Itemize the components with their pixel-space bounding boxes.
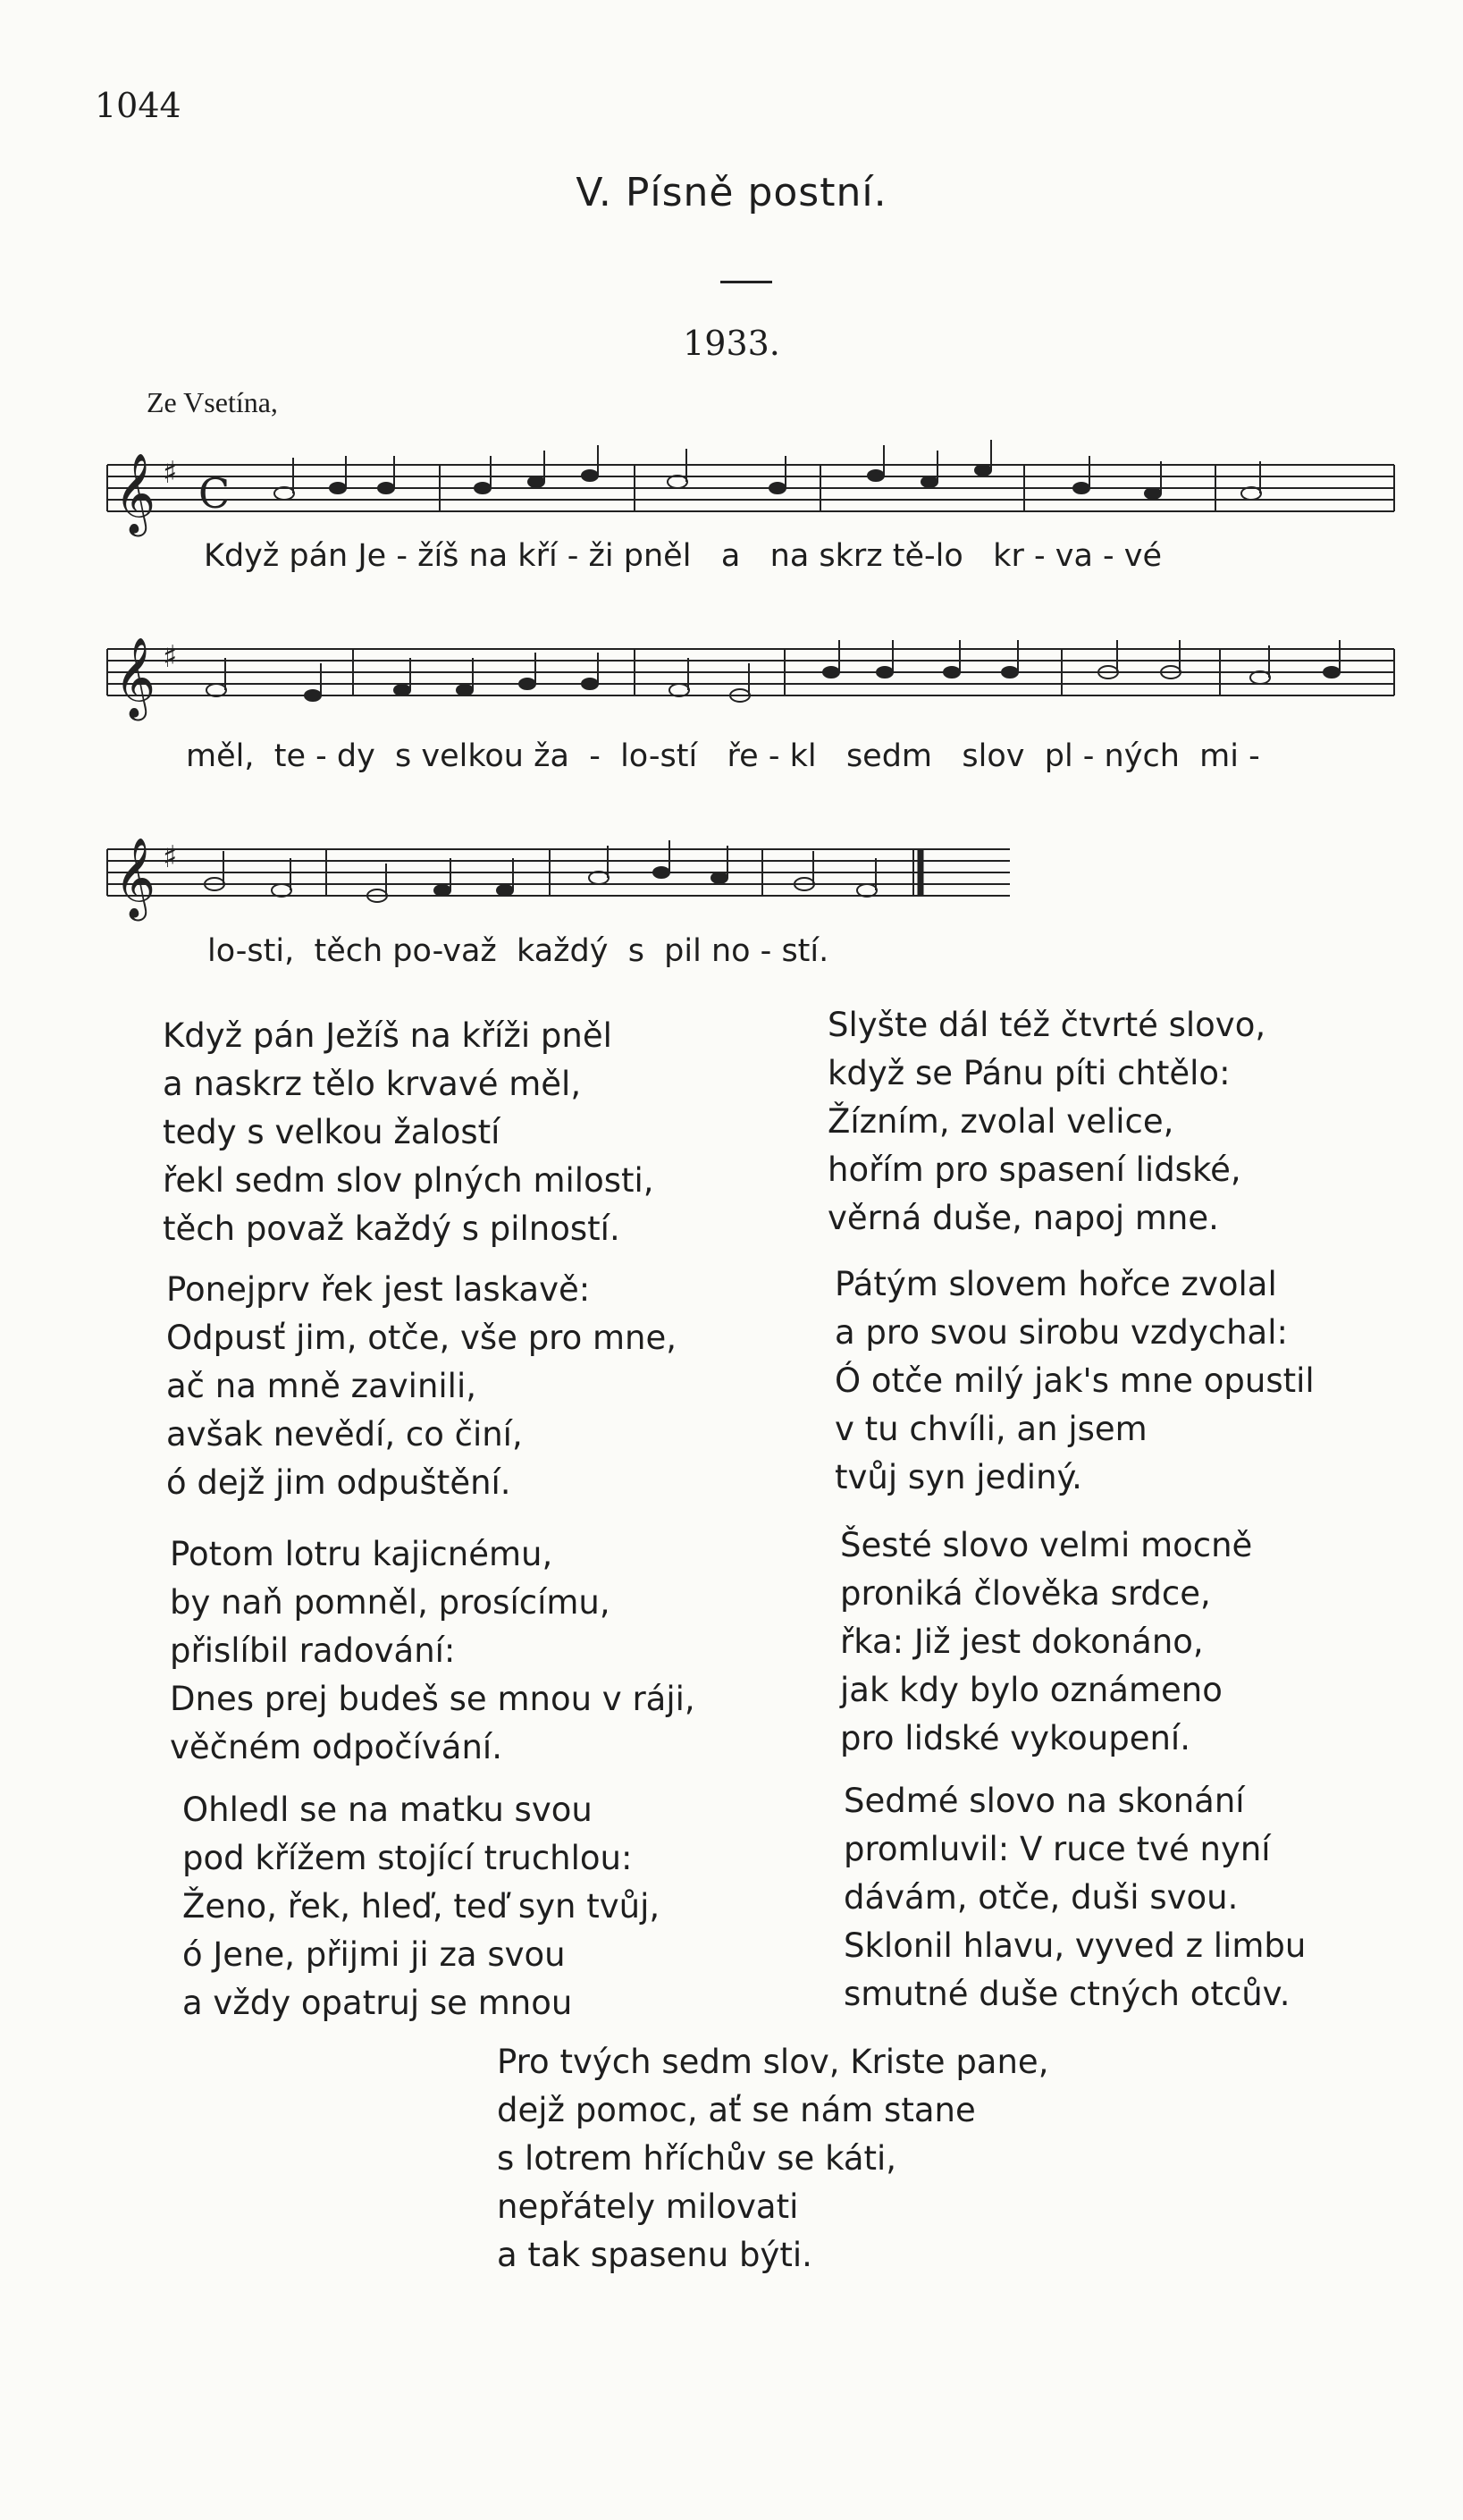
stanza-line: tedy s velkou žalostí [163,1113,500,1151]
stanza-2 [166,1266,677,1507]
music-staff-3 [98,822,1046,930]
lyric-line-2: měl, te - dy s velkou ža - lo-stí ře - kl sedm slov pl - ných mi - [186,738,1260,774]
page-number: 1044 [95,86,181,125]
stanza-line: smutné duše ctných otcův. [844,1975,1291,2013]
stanza-line: věčném odpočívání. [170,1728,502,1766]
stanza-line: řka: Již jest dokonáno, [840,1622,1204,1661]
svg-text:♯: ♯ [163,639,178,675]
stanza-line: a vždy opatruj se mnou [182,1984,573,2022]
stanza-line: když se Pánu píti chtělo: [828,1054,1231,1092]
section-title: V. Písně postní. [576,170,887,215]
stanza-line: věrná duše, napoj mne. [828,1199,1219,1237]
stanza-line: ač na mně zavinili, [166,1367,477,1405]
stanza-line: dejž pomoc, ať se nám stane [497,2091,976,2129]
stanza-line: Když pán Ježíš na kříži pněl [163,1016,612,1055]
stanza-line: ó Jene, přijmi ji za svou [182,1935,566,1974]
lyric-line-1: Když pán Je - žíš na kří - ži pněl a na skrz tě-lo kr - va - vé [204,538,1163,574]
origin-label: Ze Vsetína, [147,386,278,418]
stanza-line: přislíbil radování: [170,1631,456,1670]
stanza-line: Ženo, řek, hleď, teď syn tvůj, [182,1887,660,1926]
stanza-line: dávám, otče, duši svou. [844,1878,1239,1917]
stanza-9 [497,2038,1048,2280]
stanza-line: promluvil: V ruce tvé nyní [844,1830,1271,1868]
svg-text:C: C [198,469,231,518]
music-staff-2 [98,622,1403,729]
stanza-3 [170,1530,695,1772]
stanza-line: Pro tvých sedm slov, Kriste pane, [497,2043,1049,2081]
stanza-line: Šesté slovo velmi mocně [840,1526,1253,1564]
stanza-line: tvůj syn jediný. [835,1458,1082,1496]
stanza-line: a pro svou sirobu vzdychal: [835,1313,1288,1352]
stanza-line: hořím pro spasení lidské, [828,1150,1241,1189]
stanza-line: Ponejprv řek jest laskavě: [166,1270,591,1309]
svg-text:♯: ♯ [163,455,178,491]
stanza-line: Dnes prej budeš se mnou v ráji, [170,1680,695,1718]
title-rule [720,281,772,283]
stanza-line: Odpusť jim, otče, vše pro mne, [166,1319,677,1357]
song-number: 1933. [683,324,780,363]
stanza-line: řekl sedm slov plných milosti, [163,1161,654,1200]
lyric-line-3: lo-sti, těch po-važ každý s pil no - stí. [207,933,829,969]
svg-text:𝄞: 𝄞 [114,453,156,534]
stanza-7 [840,1521,1252,1763]
stanza-line: by naň pomněl, prosícímu, [170,1583,610,1622]
stanza-line: nepřátely milovati [497,2187,799,2226]
stanza-8 [844,1777,1306,2019]
stanza-line: pro lidské vykoupení. [840,1719,1190,1757]
stanza-line: avšak nevědí, co činí, [166,1415,523,1454]
svg-text:𝄞: 𝄞 [114,637,156,718]
svg-text:𝄞: 𝄞 [114,838,156,918]
stanza-4 [182,1786,660,2027]
stanza-6 [835,1260,1315,1502]
stanza-line: ó dejž jim odpuštění. [166,1463,511,1502]
stanza-line: Žízním, zvolal velice, [828,1102,1174,1141]
stanza-line: s lotrem hříchův se káti, [497,2139,897,2178]
svg-text:♯: ♯ [163,839,178,875]
stanza-line: Slyšte dál též čtvrté slovo, [828,1006,1266,1044]
stanza-line: Sedmé slovo na skonání [844,1782,1245,1820]
stanza-line: Pátým slovem hořce zvolal [835,1265,1277,1303]
stanza-line: v tu chvíli, an jsem [835,1410,1148,1448]
stanza-line: Potom lotru kajicnému, [170,1535,553,1573]
stanza-line: jak kdy bylo oznámeno [840,1671,1223,1709]
stanza-line: Ó otče milý jak's mne opustil [835,1361,1315,1400]
stanza-line: těch považ každý s pilností. [163,1209,620,1248]
stanza-line: a tak spasenu býti. [497,2236,812,2274]
stanza-1 [163,1012,654,1253]
stanza-line: a naskrz tělo krvavé měl, [163,1065,582,1103]
stanza-line: pod křížem stojící truchlou: [182,1839,633,1877]
stanza-line: proniká člověka srdce, [840,1574,1211,1613]
stanza-line: Ohledl se na matku svou [182,1791,593,1829]
stanza-line: Sklonil hlavu, vyved z limbu [844,1926,1307,1965]
stanza-5 [828,1001,1265,1243]
music-staff-1 [98,438,1403,545]
